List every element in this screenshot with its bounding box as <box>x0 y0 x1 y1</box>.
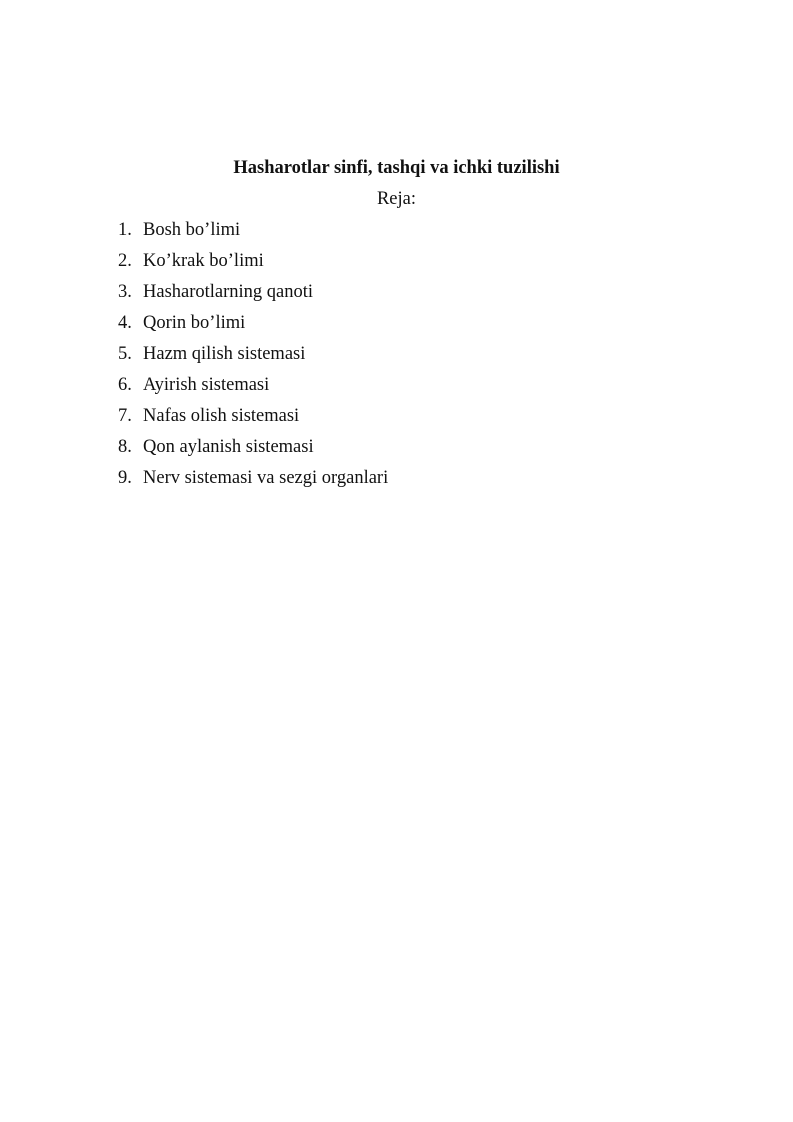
plan-item-text: Nafas olish sistemasi <box>143 406 300 426</box>
plan-item-number: 7. <box>118 406 132 426</box>
plan-item <box>118 435 388 466</box>
plan-item-text: Nerv sistemasi va sezgi organlari <box>143 468 389 488</box>
plan-item-text: Ayirish sistemasi <box>143 375 270 395</box>
plan-item-number: 1. <box>118 220 132 240</box>
plan-item <box>118 373 388 404</box>
plan-item <box>118 280 388 311</box>
plan-item <box>118 311 388 342</box>
plan-item <box>118 466 388 497</box>
plan-item <box>118 218 388 249</box>
plan-item <box>118 404 388 435</box>
plan-item-number: 9. <box>118 468 132 488</box>
plan-item-text: Hasharotlarning qanoti <box>143 282 314 302</box>
plan-item-text: Bosh bo’limi <box>143 220 241 240</box>
plan-item-number: 4. <box>118 313 132 333</box>
plan-item-number: 8. <box>118 437 132 457</box>
plan-item-text: Hazm qilish sistemasi <box>143 344 306 364</box>
plan-item-number: 6. <box>118 375 132 395</box>
plan-item-text: Ko’krak bo’limi <box>143 251 264 271</box>
plan-item-number: 5. <box>118 344 132 364</box>
plan-item-number: 3. <box>118 282 132 302</box>
plan-heading: Reja: <box>376 189 417 209</box>
plan-item <box>118 249 388 280</box>
plan-item-text: Qon aylanish sistemasi <box>143 437 314 457</box>
plan-item-text: Qorin bo’limi <box>143 313 246 333</box>
plan-item-number: 2. <box>118 251 132 271</box>
plan-list <box>118 218 388 497</box>
document-title: Hasharotlar sinfi, tashqi va ichki tuzilishi <box>233 158 560 178</box>
plan-item <box>118 342 388 373</box>
